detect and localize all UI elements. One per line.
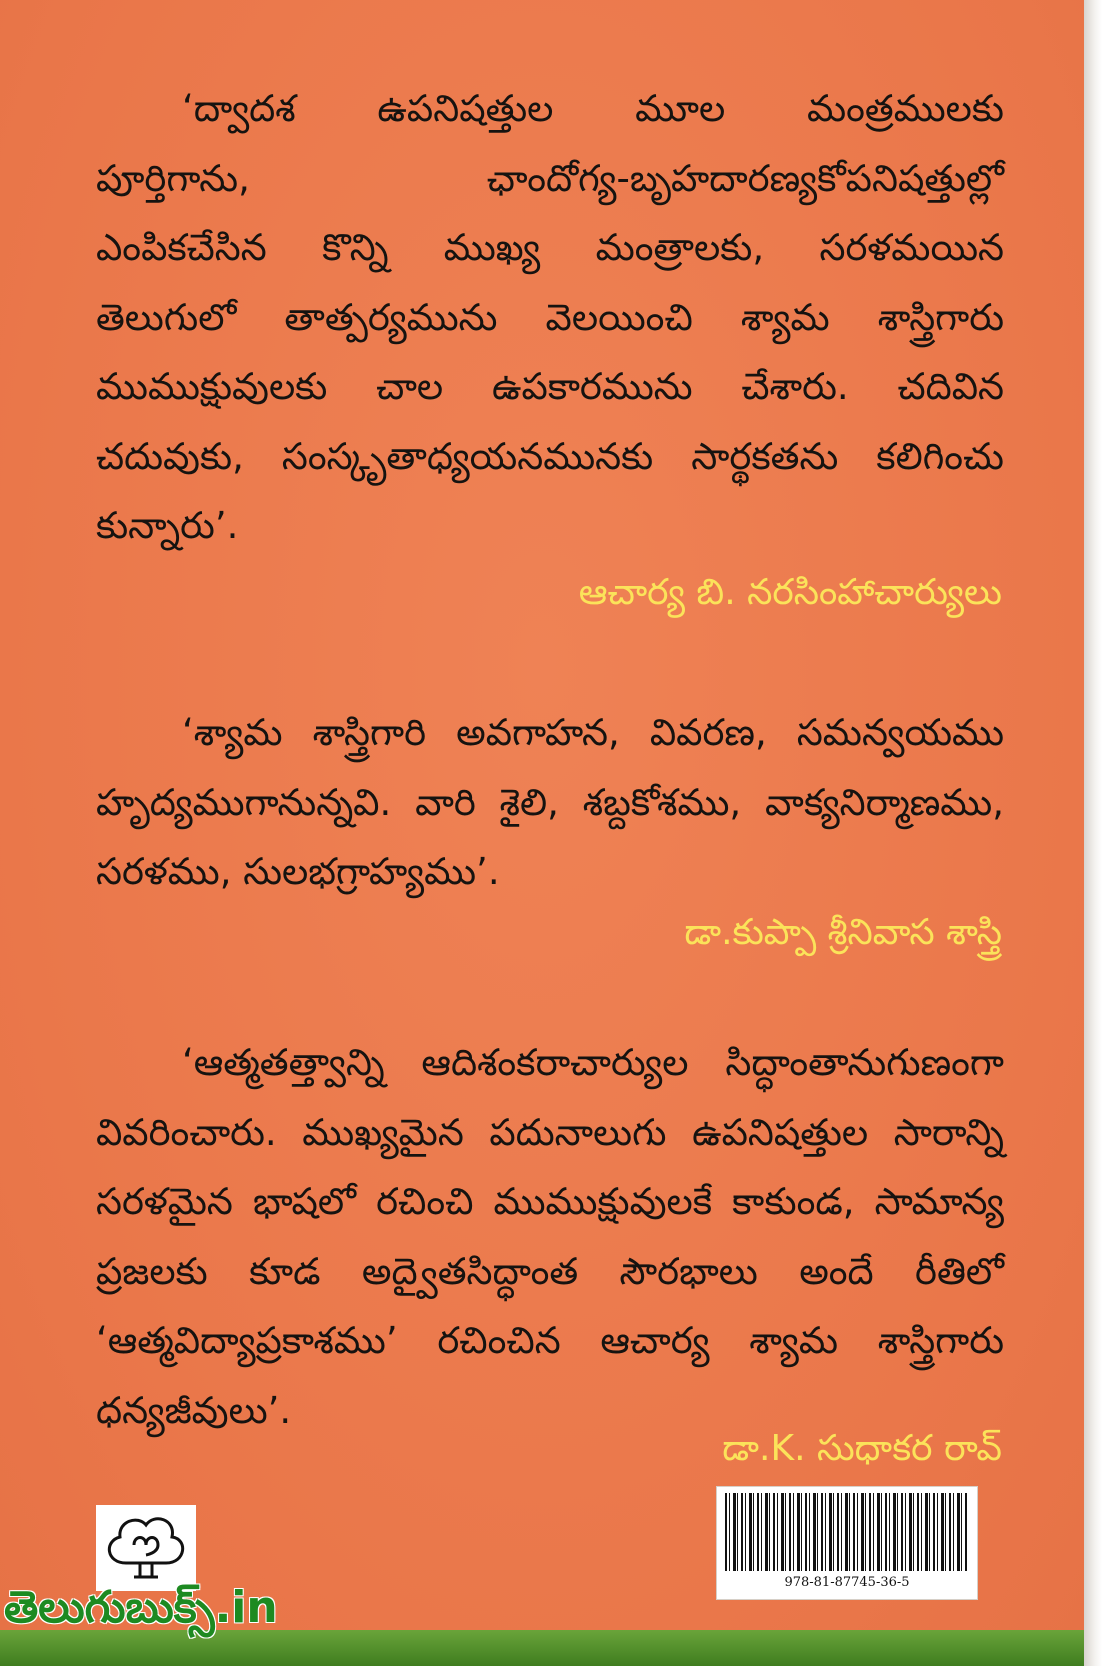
quote-2-line: హృద్యముగానున్నవి. వారి శైలి, శబ్దకోశము, వాక్యనిర్మాణము, xyxy=(96,780,1004,824)
quote-2-line: ‘శ్యామ శాస్త్రిగారి అవగాహన, వివరణ, సమన్వయము xyxy=(182,711,1004,754)
quote-1-line: చదువుకు, సంస్కృతాధ్యయనమునకు సార్థకతను కలిగించు xyxy=(96,434,1004,478)
quote-3-line: వివరించారు. ముఖ్యమైన పదునాలుగు ఉపనిషత్తుల సారాన్ని xyxy=(96,1110,1004,1154)
quote-1-line: ఎంపికచేసిన కొన్ని ముఖ్య మంత్రాలకు, సరళమయిన xyxy=(96,226,1004,269)
page-edge xyxy=(1084,0,1102,1666)
quote-1-line: ముముక్షువులకు చాల ఉపకారమును చేశారు. చదివిన xyxy=(96,365,1004,408)
quote-3 xyxy=(96,1028,1004,1445)
quote-1 xyxy=(96,74,1004,561)
isbn-number: 978-81-87745-36-5 xyxy=(784,1575,910,1590)
quote-2-line: సరళము, సులభగ్రాహ్యము’. xyxy=(96,850,500,893)
quote-1-line: ‘ద్వాదశ ఉపనిషత్తుల మూల మంత్రములకు xyxy=(182,87,1004,130)
quote-3-attribution: డా.K. సుధాకర రావ్ xyxy=(722,1428,1002,1469)
quote-2 xyxy=(96,698,1004,907)
quote-2-attribution: డా.కుప్పా శ్రీనివాస శాస్త్రి xyxy=(684,912,1002,953)
site-watermark: తెలుగుబుక్స్.in xyxy=(4,1582,278,1633)
barcode xyxy=(716,1486,978,1600)
publisher-logo-icon xyxy=(96,1505,196,1591)
quote-3-line: సరళమైన భాషలో రచించి ముముక్షువులకే కాకుండ, సామాన్య xyxy=(96,1180,1004,1223)
quote-3-line: ‘ఆత్మవిద్యాప్రకాశము’ రచించిన ఆచార్య శ్యామ శాస్త్రిగారు xyxy=(96,1319,1004,1362)
quote-1-line: కున్నారు’. xyxy=(96,504,239,547)
quote-3-line: ధన్యజీవులు’. xyxy=(96,1388,292,1432)
quote-3-line: ‘ఆత్మతత్త్వాన్ని ఆదిశంకరాచార్యుల సిద్ధాంతానుగుణంగా xyxy=(182,1041,1004,1084)
quote-1-attribution: ఆచార్య బి. నరసింహాచార్యులు xyxy=(578,572,1002,613)
quote-1-line: తెలుగులో తాత్పర్యమును వెలయించి శ్యామ శాస్త్రిగారు xyxy=(96,295,1004,339)
quote-3-line: ప్రజలకు కూడ అద్వైతసిద్ధాంత సౌరభాలు అందే రీతిలో xyxy=(96,1249,1004,1293)
quote-1-line: పూర్తిగాను, ఛాందోగ్య-బృహదారణ్యకోపనిషత్తుల్లో xyxy=(96,156,1004,200)
barcode-bars xyxy=(725,1493,969,1571)
